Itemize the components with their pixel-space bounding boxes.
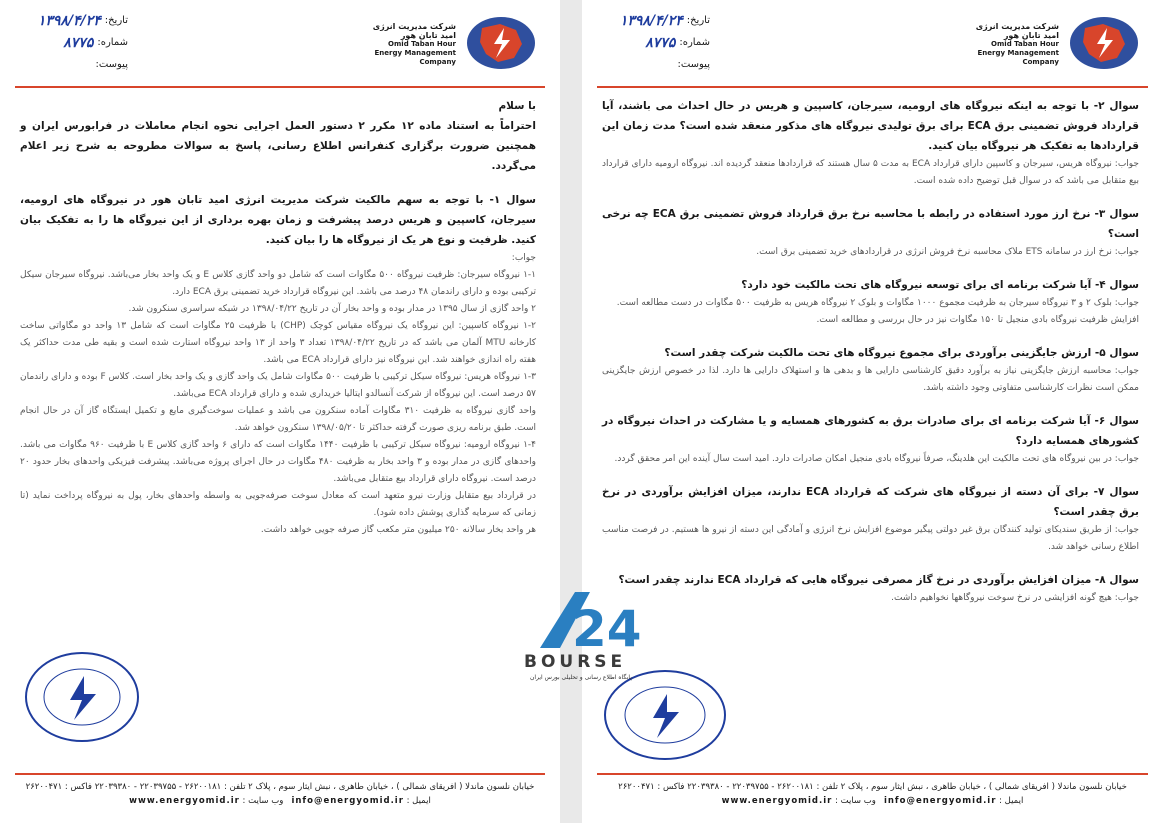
watermark-brand: BOURSE xyxy=(524,652,627,672)
letter-body xyxy=(20,96,536,539)
answer-label: جواب: xyxy=(511,253,536,263)
watermark-tagline: پایگاه اطلاع رسانی و تحلیلی بورس ایران xyxy=(530,674,632,681)
answer-7: جواب: از طریق سندیکای تولید کنندگان برق غیر دولتی پیگیر موضوع افزایش نرخ انرژی و آمادگی این دسته از نیرو ها هستیم. در فرصت مناسب اطلاع رسانی خواهد شد. xyxy=(602,525,1139,552)
date-value: ۱۳۹۸/۴/۲۴ xyxy=(619,13,683,29)
footer-website: www.energyomid.ir xyxy=(129,796,240,806)
question-2: سوال ۲- با توجه به اینکه نیروگاه های ارومیه، سیرجان، کاسپین و هریس در حال احداث می باشند، آیا قرارداد فروش تضمینی برق ECA برای برق تولیدی نیروگاه های مذکور منعقد شده است؟ مدت زمان این قراردادها به تفکیک هر نیروگاه بیان کنید. xyxy=(602,100,1140,152)
svg-text:24: 24 xyxy=(572,600,640,658)
answer-1-3: ۱-۳ نیروگاه هریس: نیروگاه سیکل ترکیبی با ظرفیت ۵۰۰ مگاوات شامل یک واحد گازی و یک واحد بخار است. کلاس F بوده و دارای راندمان ۵۷ درصد است. این نیروگاه از شرکت آنسالدو ایتالیا خریداری شده و دارای قرارداد ECA می‌باشد. xyxy=(20,372,536,399)
question-1: سوال ۱- با توجه به سهم مالکیت شرکت مدیریت انرژی امید تابان هور در نیروگاه های ارومیه، سیرجان، کاسپین و هریس درصد پیشرفت و زمان بهره برداری از این نیروگاه ها را به تفکیک بیان کنید. ظرفیت و نوع هر یک از نیروگاه ها را بیان کنید. xyxy=(20,194,536,246)
footer-divider xyxy=(597,773,1148,775)
number-value: ۸۷۷۵ xyxy=(63,35,94,51)
intro-paragraph: احتراماً به استناد ماده ۱۲ مکرر ۲ دستور العمل اجرایی نحوه انجام معاملات در فرابورس ایران و همچنین ضرورت برگزاری کنفرانس اطلاع رسانی، پاسخ به سوالات مطروحه به شرح زیر اعلام می‌گردد. xyxy=(20,120,536,172)
question-8: سوال ۸- میزان افزایش برآوردی در نرخ گاز مصرفی نیروگاه هایی که قرارداد ECA ندارند چقدر است؟ xyxy=(618,574,1139,586)
answer-1-4-cont: در قرارداد بیع متقابل وزارت نیرو متعهد است که معادل سوخت صرفه‌جویی به واسطه واحدهای بخار، پول به نیروگاه پرداخت نماید (تا زمانی که سرمایه گذاری پوشش داده شود). xyxy=(20,491,536,518)
date-value: ۱۳۹۸/۴/۲۴ xyxy=(37,13,101,29)
company-stamp xyxy=(22,650,142,745)
letter-meta xyxy=(600,10,710,76)
footer-website: www.energyomid.ir xyxy=(721,796,833,806)
answer-3: جواب: نرخ ارز در سامانه ETS ملاک محاسبه نرخ فروش انرژی در قراردادهای خرید تضمینی برق است. xyxy=(756,247,1139,257)
number-label: شماره: xyxy=(97,37,128,48)
header-divider xyxy=(15,86,545,88)
letter-page-2 xyxy=(0,0,560,823)
bourse24-logo-icon xyxy=(520,588,640,658)
number-label: شماره: xyxy=(679,37,710,48)
footer-address: خیابان نلسون ماندلا ( افریقای شمالی ) ، خیابان طاهری ، نبش ایثار سوم ، پلاک ۲ تلفن : ۲۶۲۰۰۱۸۱ - ۲۲۰۳۹۷۵۵ - ۲۲۰۳۹۳۸۰ فاکس : ۲۶۲۰۰۴۷۱ xyxy=(25,782,535,792)
answer-1-3-cont: واحد گازی نیروگاه به ظرفیت ۳۱۰ مگاوات آماده سنکرون می باشد و عملیات سوخت‌گیری مایع و تکمیل ایستگاه گاز آن در حال انجام است. طبق برنامه ریزی صورت گرفته حداکثر تا ۱۳۹۸/۰۵/۲۰ سنکرون خواهد شد. xyxy=(20,406,536,433)
answer-4-cont: افزایش ظرفیت نیروگاه بادی منجیل تا ۱۵۰ مگاوات نیز در حال بررسی و مطالعه است. xyxy=(816,315,1139,325)
question-6: سوال ۶- آیا شرکت برنامه ای برای صادرات برق به کشورهای همسایه و یا مشارکت در احداث نیروگاه در کشورهای همسایه دارد؟ xyxy=(602,415,1139,447)
answer-6: جواب: در بین نیروگاه های تحت مالکیت این هلدینگ، صرفاً نیروگاه بادی منجیل امکان صادرات دارد. امید است سال آینده این امر محقق گردد. xyxy=(614,454,1139,464)
greeting: با سلام xyxy=(498,100,536,112)
letter-meta xyxy=(18,10,128,76)
footer-email: info@energyomid.ir xyxy=(883,796,997,806)
question-4: سوال ۴- آیا شرکت برنامه ای برای توسعه نیروگاه های تحت مالکیت خود دارد؟ xyxy=(741,279,1139,291)
footer-divider xyxy=(15,773,545,775)
date-label: تاریخ: xyxy=(104,15,128,26)
answer-1-1: ۱-۱ نیروگاه سیرجان: ظرفیت نیروگاه ۵۰۰ مگاوات است که شامل دو واحد گازی کلاس E و یک واحد بخار می‌باشد. نیروگاه سیرجان سیکل ترکیبی بوده و دارای راندمان ۴۸ درصد می باشد. این نیروگاه قرارداد خرید تضمینی برق ECA دارد. xyxy=(20,270,536,297)
logo-map-icon xyxy=(464,14,538,72)
company-logo: شرکت مدیریت انرژی امید تابان هور Omid Taban Hour Energy Management Company xyxy=(368,14,538,74)
letter-body xyxy=(602,96,1139,607)
attach-label: پیوست: xyxy=(95,59,128,70)
letter-footer: خیابان نلسون ماندلا ( افریقای شمالی ) ، خیابان طاهری ، نبش ایثار سوم ، پلاک ۲ تلفن : ۲۶۲۰۰۱۸۱ - ۲۲۰۳۹۷۵۵ - ۲۲۰۳۹۳۸۰ فاکس : ۲۶۲۰۰۴۷۱ ایمیل : info@energyomid.ir وب سایت : www.energyomid.ir xyxy=(597,780,1148,808)
header-divider xyxy=(597,86,1148,88)
answer-5: جواب: محاسبه ارزش جایگزینی نیاز به برآورد دقیق کارشناسی دارایی ها و بدهی ها و استهلاک دارایی ها دارد. لذا در خصوص ارزش جایگزینی ممکن است نظرات کارشناسی متفاوتی وجود داشته باشد. xyxy=(602,366,1139,393)
date-label: تاریخ: xyxy=(686,15,710,26)
answer-1-4: ۱-۴ نیروگاه ارومیه: نیروگاه سیکل ترکیبی با ظرفیت ۱۴۴۰ مگاوات است که دارای ۶ واحد گازی کلاس E با ظرفیت ۹۶۰ مگاوات می باشد. واحدهای گازی در مدار بوده و ۳ واحد بخار به ظرفیت ۴۸۰ مگاوات در حال اجرای پروژه می‌باشد. پیشرفت فیزیکی واحدهای بخار حدود ۲۰ درصد است. نیروگاه دارای قرارداد بیع متقابل می‌باشد. xyxy=(20,440,537,484)
question-3: سوال ۳- نرخ ارز مورد استفاده در رابطه با محاسبه نرخ برق قرارداد فروش تضمینی برق ECA چه نرخی است؟ xyxy=(602,208,1139,240)
footer-email: info@energyomid.ir xyxy=(291,796,404,806)
attach-label: پیوست: xyxy=(677,59,710,70)
logo-map-icon xyxy=(1067,14,1141,72)
answer-1-2: ۱-۲ نیروگاه کاسپین: این نیروگاه یک نیروگاه مقیاس کوچک (CHP) با ظرفیت ۲۵ مگاوات است که شامل ۱۳ واحد دو مگاواتی ساخت کارخانه MTU آلمان می باشد که در تاریخ ۱۳۹۸/۰۴/۲۲ تعداد ۳ واحد از ۱۳ واحد نیروگاه استارت شده است و بقیه طی مدت حداکثر یک هفته راه اندازی خواهند شد. این نیروگاه نیز دارای قرارداد ECA می باشد. xyxy=(20,321,536,365)
number-value: ۸۷۷۵ xyxy=(645,35,676,51)
answer-8: جواب: هیچ گونه افزایشی در نرخ سوخت نیروگاهها نخواهیم داشت. xyxy=(891,593,1139,603)
question-7: سوال ۷- برای آن دسته از نیروگاه های شرکت که قرارداد ECA ندارند، میزان افزایش برآوردی در نرخ برق چقدر است؟ xyxy=(602,486,1140,518)
company-logo: شرکت مدیریت انرژی امید تابان هور Omid Taban Hour Energy Management Company xyxy=(971,14,1141,74)
answer-4: جواب: بلوک ۲ و ۳ نیروگاه سیرجان به ظرفیت مجموع ۱۰۰۰ مگاوات و بلوک ۲ نیروگاه هریس به ظرفیت ۵۰۰ مگاوات در دست مطالعه است. xyxy=(616,298,1139,308)
bourse24-watermark xyxy=(520,588,660,688)
letter-footer: خیابان نلسون ماندلا ( افریقای شمالی ) ، خیابان طاهری ، نبش ایثار سوم ، پلاک ۲ تلفن : ۲۶۲۰۰۱۸۱ - ۲۲۰۳۹۷۵۵ - ۲۲۰۳۹۳۸۰ فاکس : ۲۶۲۰۰۴۷۱ ایمیل : info@energyomid.ir وب سایت : www.energyomid.ir xyxy=(15,780,545,808)
letter-page-1 xyxy=(582,0,1163,823)
question-5: سوال ۵- ارزش جایگزینی برآوردی برای مجموع نیروگاه های تحت مالکیت شرکت چقدر است؟ xyxy=(664,347,1139,359)
footer-address: خیابان نلسون ماندلا ( افریقای شمالی ) ، خیابان طاهری ، نبش ایثار سوم ، پلاک ۲ تلفن : ۲۶۲۰۰۱۸۱ - ۲۲۰۳۹۷۵۵ - ۲۲۰۳۹۳۸۰ فاکس : ۲۶۲۰۰۴۷۱ xyxy=(618,782,1127,792)
answer-1-1-cont: ۲ واحد گازی از سال ۱۳۹۵ در مدار بوده و واحد بخار آن در تاریخ ۱۳۹۸/۰۴/۲۲ در شبکه سراسری سنکرون شد. xyxy=(128,304,536,314)
answer-1-4-end: هر واحد بخار سالانه ۲۵۰ میلیون متر مکعب گاز صرفه جویی خواهد داشت. xyxy=(260,525,536,535)
answer-2: جواب: نیروگاه هریس، سیرجان و کاسپین دارای قرارداد ECA به مدت ۵ سال هستند که قراردادها منعقد گردیده اند. نیروگاه ارومیه دارای قرارداد بیع متقابل می باشد که در سوال قبل توضیح داده شده است. xyxy=(602,159,1139,186)
